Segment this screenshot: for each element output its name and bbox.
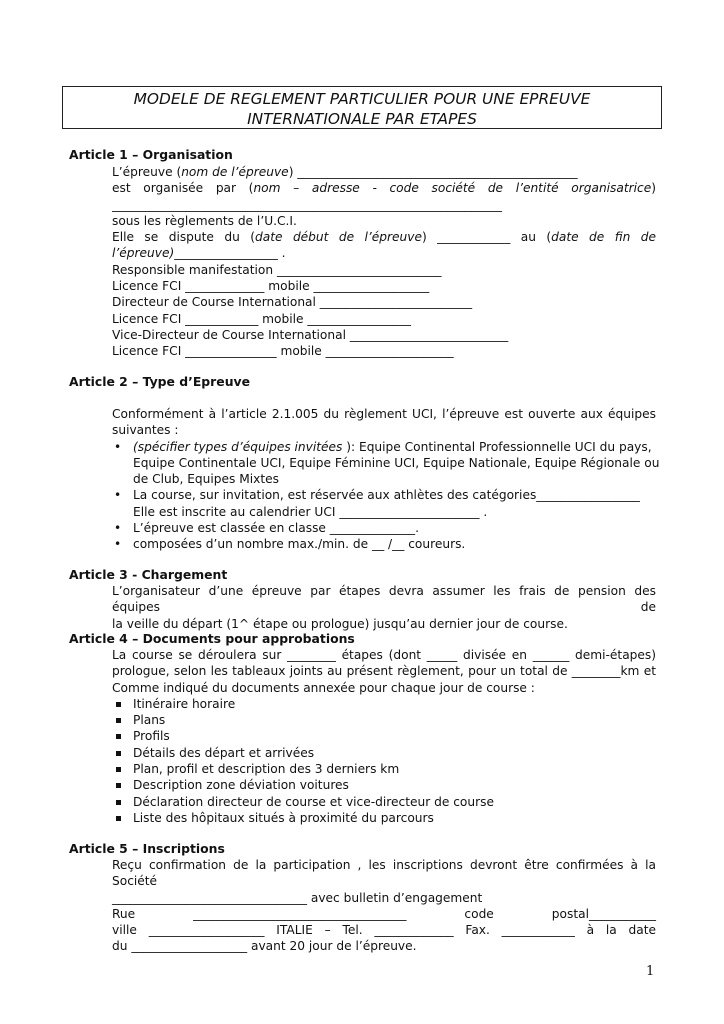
bullet-dot-icon: • [114, 439, 122, 454]
bullet-dot-icon: • [114, 488, 122, 503]
article-5-line-3: Rue ___________________________________ code postal___________ [112, 906, 657, 921]
article-4-heading: Article 4 – Documents pour approbations [69, 631, 355, 646]
title-line-1: MODELE DE REGLEMENT PARTICULIER POUR UNE EPREUVE [133, 90, 591, 108]
article-2-bullet-2: • La course, sur invitation, est réservée aux athlètes des catégories_________________ Elle est inscrite au calendrier UCI _______________________ . [114, 488, 640, 519]
article-2-intro-line-1: Conformément à l’article 2.1.005 du règlement UCI, l’épreuve est ouverte aux équipes [112, 407, 656, 421]
article-1-heading: Article 1 – Organisation [69, 147, 233, 162]
article-1-line-3: ________________________________________________________________ [112, 197, 502, 212]
square-bullet-icon [116, 734, 121, 739]
article-1-body [112, 164, 656, 360]
page-number: 1 [646, 964, 655, 979]
article-4-line-2: prologue, selon les tableaux joints au présent règlement, pour un total de ________km et [112, 664, 656, 679]
article-1-line-1: L’épreuve (nom de l’épreuve) ______________________________________________ [112, 165, 578, 179]
article-1-line-7: Responsible manifestation ___________________________ [112, 262, 442, 277]
article-2-bullet-3: • L’épreuve est classée en classe ______________. [114, 521, 419, 536]
article-5-line-2: ________________________________ avec bulletin d’engagement [112, 890, 483, 905]
article-1-line-10: Licence FCI ____________ mobile _________________ [112, 311, 411, 326]
article-1-line-2: est organisée par (nom – adresse - code société de l’entité organisatrice) [112, 181, 657, 196]
article-2-body [112, 406, 660, 553]
square-bullet-icon [116, 800, 121, 805]
article-5-line-1: Reçu confirmation de la participation , les inscriptions devront être confirmées à la Société [112, 858, 656, 889]
square-bullet-icon [116, 702, 121, 707]
article-4-document-list [112, 696, 656, 826]
document-title-box [62, 86, 662, 129]
article-1-line-8: Licence FCI _____________ mobile ___________________ [112, 279, 430, 294]
list-item: Description zone déviation voitures [112, 777, 656, 793]
article-1-line-4: sous les règlements de l’U.C.I. [112, 213, 297, 228]
article-1-line-6: l’épreuve)_________________ . [112, 246, 286, 261]
square-bullet-icon [116, 816, 121, 821]
list-item: Liste des hôpitaux situés à proximité du parcours [112, 810, 656, 826]
list-item: Plans [112, 712, 656, 728]
article-5-heading: Article 5 – Inscriptions [69, 841, 225, 856]
list-item: Détails des départ et arrivées [112, 745, 656, 761]
article-5-line-5: du ___________________ avant 20 jour de l’épreuve. [112, 939, 417, 954]
article-3-heading: Article 3 - Chargement [69, 567, 228, 582]
article-5-line-4: ville ___________________ ITALIE – Tel. _____________ Fax. ____________ à la date [112, 923, 657, 938]
article-2-bullet-4: • composées d’un nombre max./min. de __ /__ coureurs. [114, 537, 466, 552]
article-4-line-3: Comme indiqué du documents annexée pour chaque jour de course : [112, 680, 535, 695]
article-2-intro-line-2: suivantes : [112, 423, 179, 438]
bullet-dot-icon: • [114, 537, 122, 552]
list-item: Itinéraire horaire [112, 696, 656, 712]
article-3-line-1: L’organisateur d’une épreuve par étapes devra assumer les frais de pension des équipes de [112, 584, 656, 615]
article-3-line-2: la veille du départ (1^ étape ou prologue) jusqu’au dernier jour de course. [112, 616, 568, 631]
title-line-2: INTERNATIONALE PAR ETAPES [247, 110, 477, 128]
square-bullet-icon [116, 783, 121, 788]
article-3-body [112, 583, 656, 632]
list-item: Déclaration directeur de course et vice-directeur de course [112, 794, 656, 810]
article-5-body [112, 857, 656, 955]
bullet-dot-icon: • [114, 521, 122, 536]
article-2-heading: Article 2 – Type d’Epreuve [69, 374, 250, 389]
square-bullet-icon [116, 751, 121, 756]
square-bullet-icon [116, 767, 121, 772]
article-1-line-5: Elle se dispute du (date début de l’épreuve) ____________ au (date de fin de [112, 230, 656, 245]
article-1-line-12: Licence FCI _______________ mobile _____________________ [112, 344, 454, 359]
article-1-line-9: Directeur de Course International _________________________ [112, 295, 473, 310]
list-item: Plan, profil et description des 3 derniers km [112, 761, 656, 777]
article-2-bullet-list [112, 439, 660, 553]
list-item: Profils [112, 728, 656, 744]
article-2-bullet-1: • (spécifier types d’équipes invitées ): Equipe Continental Professionnelle UCI du pays, Equipe Continentale UCI, Equipe Féminine UCI, Equipe Nationale, Equipe Régionale ou de Club, Equipes Mixtes [114, 439, 660, 487]
square-bullet-icon [116, 718, 121, 723]
article-1-line-11: Vice-Directeur de Course International __________________________ [112, 327, 509, 342]
article-4-line-1: La course se déroulera sur ________ étapes (dont _____ divisée en ______ demi-étapes) [112, 648, 656, 662]
article-4-body [112, 647, 656, 826]
